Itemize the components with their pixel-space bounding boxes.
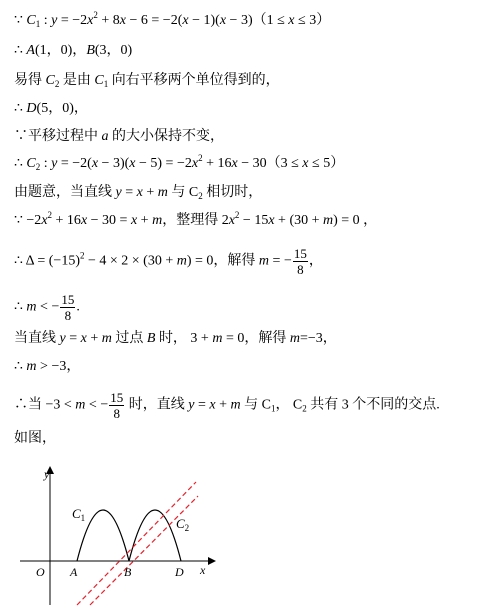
line-4: ∴ D(5，0)，: [14, 101, 88, 116]
line-14: 如图，: [14, 431, 56, 446]
parabola-figure: [20, 460, 220, 610]
point-d-label: D: [175, 565, 184, 579]
line-10: ∴ m < − $\frac{15}{8}$ .: [14, 292, 80, 323]
line-3: 易得 $C_2$ 是由 $C_1$ 向右平移两个单位得到的，: [14, 73, 280, 89]
x-axis-arrow-icon: [208, 557, 216, 565]
dashed-line-tangent: [77, 482, 196, 605]
line-6: ∴ $C_2$ : $y = -2(x - 3)(x - 5) = -2x^2 + 16x - 30(3 \le x \le 5)$: [14, 153, 345, 172]
fraction-15-8: $\frac{15}{8}$: [110, 390, 124, 421]
line-13: ∴当 −3 < m < − $\frac{15}{8}$ 时，直线 y = x + m 与 $C_1$， $C_2$ 共有 3 个不同的交点.: [14, 390, 440, 421]
line-12: ∴ m > −3，: [14, 359, 81, 374]
line-11: 当直线 y = x + m 过点 B 时， 3 + m = 0，解得 m=−3，: [14, 331, 337, 346]
line-5: ∵平移过程中 a 的大小保持不变，: [14, 129, 224, 144]
y-axis-label: y: [44, 467, 50, 481]
point-a-label: A: [70, 565, 78, 579]
dashed-line-through-b: [90, 496, 198, 605]
origin-label: O: [36, 565, 45, 579]
c2-label: $C_2$: [176, 516, 190, 533]
fraction-15-8: $\frac{15}{8}$: [61, 292, 75, 323]
line-8: ∵ $-2x^2 + 16x - 30 = x + m$，整理得 $2x^2 - 15x + (30 + m) = 0$ ，: [14, 210, 378, 228]
line-2: ∴ A(1，0)，B(3，0): [14, 43, 133, 58]
curve-c2: [129, 510, 181, 561]
c1-label: $C_1$: [72, 506, 86, 523]
line-7: 由题意，当直线 y = x + m 与 $C_2$ 相切时，: [14, 185, 263, 201]
point-b-label: B: [124, 565, 132, 579]
line-9: ∴ $\Delta = (-15)^2 - 4 \times 2 \times (30 + m) = 0$，解得 m = − $\frac{15}{8}$ ，: [14, 246, 323, 277]
x-axis-label: x: [200, 563, 206, 577]
line-1: ∵ $C_1$ : $y = -2x^2 + 8x - 6 = -2(x - 1)(x - 3)(1 \le x \le 3)$: [14, 10, 331, 29]
fraction-15-8: $\frac{15}{8}$: [293, 246, 307, 277]
